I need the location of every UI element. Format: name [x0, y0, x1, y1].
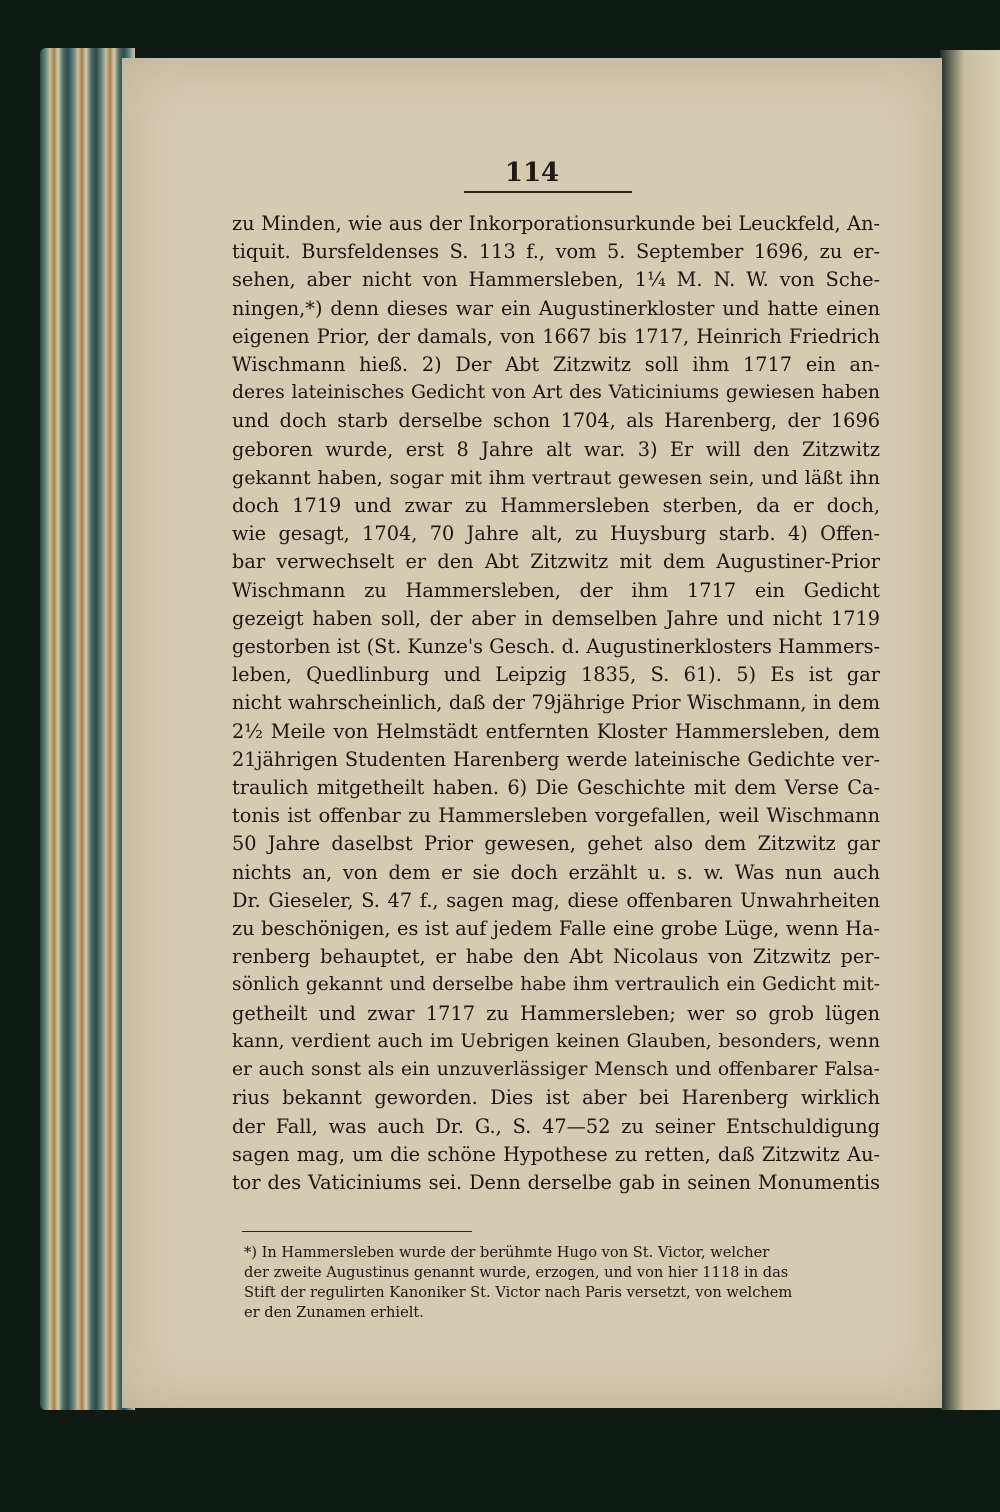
text-line: gezeigt haben soll, der aber in demselben Jahre und nicht 1719 — [232, 606, 880, 630]
text-line: Wischmann hieß. 2) Der Abt Zitzwitz soll ihm 1717 ein an- — [232, 353, 880, 377]
text-line: geboren wurde, erst 8 Jahre alt war. 3) Er will den Zitzwitz — [232, 437, 880, 461]
text-line: deres lateinisches Gedicht von Art des Vaticiniums gewiesen haben — [232, 382, 880, 404]
text-line: wie gesagt, 1704, 70 Jahre alt, zu Huysburg starb. 4) Offen- — [232, 522, 880, 546]
footnote — [244, 1243, 876, 1323]
book-page — [122, 58, 942, 1408]
text-line: Dr. Gieseler, S. 47 f., sagen mag, diese offenbaren Unwahrheiten — [232, 888, 880, 912]
text-line: rius bekannt geworden. Dies ist aber bei Harenberg wirklich — [232, 1086, 880, 1110]
footnote-line: er den Zunamen erhielt. — [244, 1304, 424, 1321]
text-line: tiquit. Bursfeldenses S. 113 f., vom 5. September 1696, zu er- — [232, 240, 880, 264]
text-line: tonis ist offenbar zu Hammersleben vorgefallen, weil Wischmann — [232, 804, 880, 828]
text-line: bar verwechselt er den Abt Zitzwitz mit dem Augustiner-Prior — [232, 550, 880, 574]
footnote-line: Stift der regulirten Kanoniker St. Victor nach Paris versetzt, von welchem — [244, 1284, 793, 1301]
text-line: 21jährigen Studenten Harenberg werde lateinische Gedichte ver- — [232, 747, 880, 771]
text-line: traulich mitgetheilt haben. 6) Die Geschichte mit dem Verse Ca- — [232, 776, 880, 800]
text-line: zu Minden, wie aus der Inkorporationsurkunde bei Leuckfeld, An- — [232, 212, 880, 235]
header-rule — [464, 191, 632, 193]
footnote-line: *) In Hammersleben wurde der berühmte Hugo von St. Victor, welcher — [244, 1244, 770, 1261]
text-line: renberg behauptet, er habe den Abt Nicolaus von Zitzwitz per- — [232, 945, 880, 969]
text-line: 50 Jahre daselbst Prior gewesen, gehet also dem Zitzwitz gar — [232, 832, 880, 856]
text-line: gestorben ist (St. Kunze's Gesch. d. Augustinerklosters Hammers- — [232, 635, 880, 659]
text-line: nichts an, von dem er sie doch erzählt u. s. w. Was nun auch — [232, 860, 880, 884]
book-page-edges — [40, 48, 135, 1410]
text-line: Wischmann zu Hammersleben, der ihm 1717 ein Gedicht — [232, 578, 880, 602]
text-line: nicht wahrscheinlich, daß der 79jährige Prior Wischmann, in dem — [232, 691, 880, 715]
text-line: zu beschönigen, es ist auf jedem Falle eine grobe Lüge, wenn Ha- — [232, 917, 880, 941]
text-line: gekannt haben, sogar mit ihm vertraut gewesen sein, und läßt ihn — [232, 466, 880, 489]
text-line: und doch starb derselbe schon 1704, als Harenberg, der 1696 — [232, 409, 880, 433]
text-line: leben, Quedlinburg und Leipzig 1835, S. 61). 5) Es ist gar — [232, 663, 880, 687]
text-line: tor des Vaticiniums sei. Denn derselbe gab in seinen Monumentis — [232, 1170, 880, 1194]
footnote-rule — [242, 1231, 472, 1232]
text-line: sönlich gekannt und derselbe habe ihm vertraulich ein Gedicht mit- — [232, 974, 880, 996]
facing-page-edge — [940, 50, 1000, 1410]
page-number: 114 — [504, 158, 560, 188]
body-text — [232, 210, 880, 1197]
text-line: der Fall, was auch Dr. G., S. 47—52 zu seiner Entschuldigung — [232, 1114, 880, 1138]
text-line: doch 1719 und zwar zu Hammersleben sterben, da er doch, — [232, 494, 880, 518]
text-line: er auch sonst als ein unzuverlässiger Mensch und offenbarer Falsa- — [232, 1059, 880, 1081]
footnote-line: der zweite Augustinus genannt wurde, erzogen, und von hier 1118 in das — [244, 1264, 789, 1281]
text-line: eigenen Prior, der damals, von 1667 bis 1717, Heinrich Friedrich — [232, 324, 880, 348]
text-line: ningen,*) denn dieses war ein Augustinerkloster und hatte einen — [232, 296, 880, 320]
text-line: sagen mag, um die schöne Hypothese zu retten, daß Zitzwitz Au- — [232, 1142, 880, 1166]
text-line: sehen, aber nicht von Hammersleben, 1¼ M. N. W. von Sche- — [232, 268, 880, 292]
text-line: 2½ Meile von Helmstädt entfernten Kloster Hammersleben, dem — [232, 719, 880, 743]
text-line: kann, verdient auch im Uebrigen keinen Glauben, besonders, wenn — [232, 1030, 880, 1052]
text-line: getheilt und zwar 1717 zu Hammersleben; wer so grob lügen — [232, 1001, 880, 1025]
